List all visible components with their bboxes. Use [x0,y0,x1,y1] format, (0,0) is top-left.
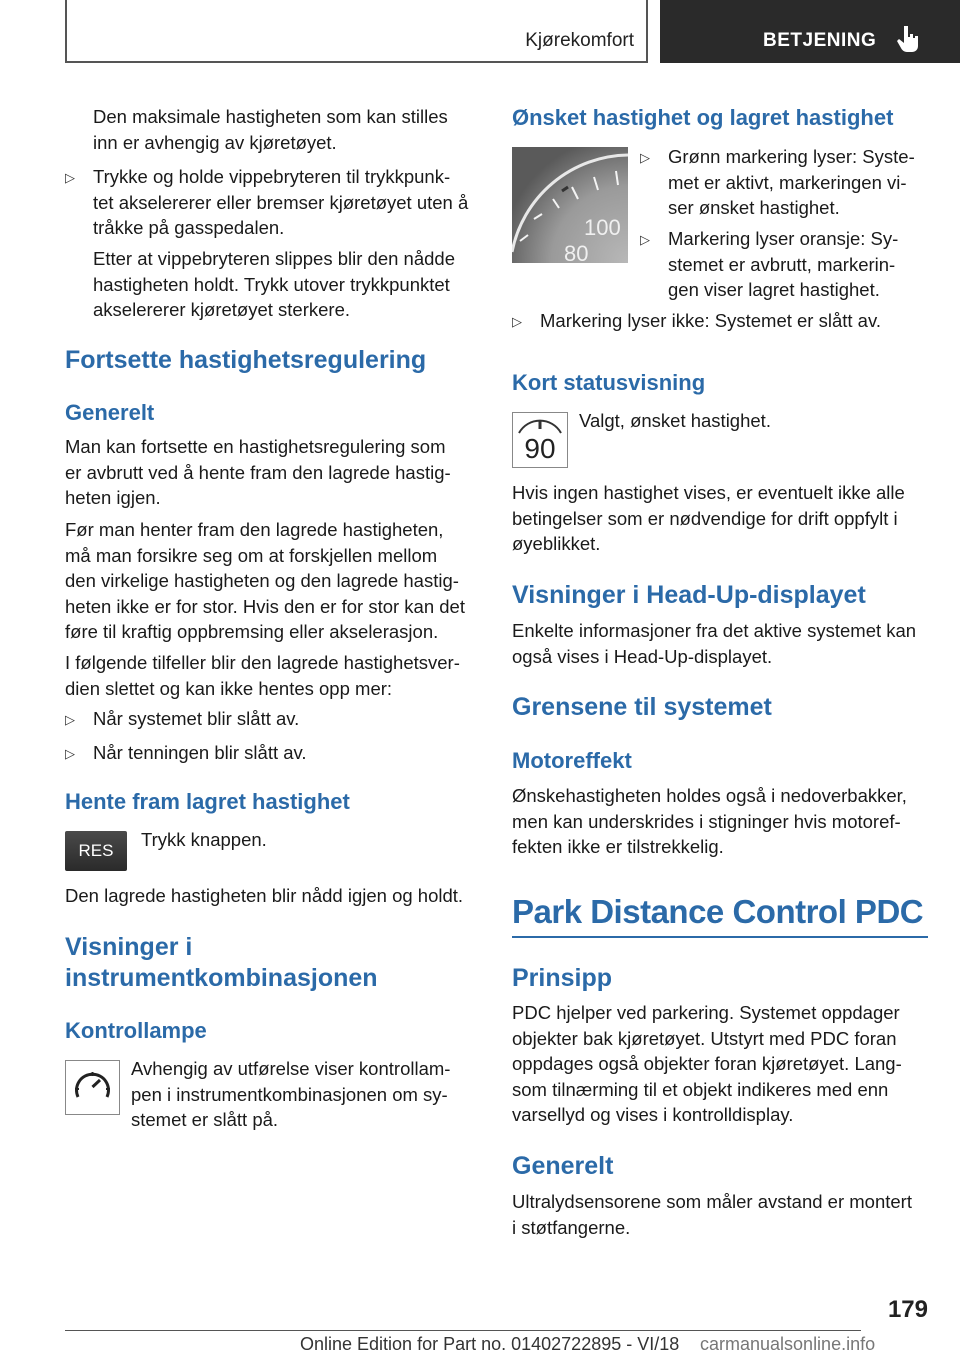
text-line: Markering lyser oransje: Sy- [668,228,899,249]
text-line: som tilnærming til et objekt indikeres med enn [512,1078,889,1100]
footer-rule [65,1330,861,1331]
text-line: inn er avhengig av kjøretøyet. [93,131,337,153]
paragraph-deleted-cases [65,650,460,701]
text-line: også vises i Head-Up-displayet. [512,645,773,667]
heading-generelt-right: Generelt [512,1152,614,1180]
header-chapter-tab [660,0,960,63]
heading-head-up-display: Visninger i Head-Up-displayet [512,581,866,609]
text-line: Den maksimale hastigheten som kan stilles [93,106,448,127]
bullet-triangle-icon: ▷ [512,314,522,329]
text-line: tet akselererer eller bremser kjøretøyet uten å [93,191,469,213]
chapter-label: BETJENING [763,30,877,51]
res-instruction: Trykk knappen. [141,829,267,850]
text-line: I følgende tilfeller blir den lagrede hastighetsver- [65,652,460,673]
heading-fortsette: Fortsette hastighetsregulering [65,346,427,374]
heading-prinsipp: Prinsipp [512,964,613,992]
text-line: Grønn markering lyser: Syste- [668,146,915,167]
text-line: må man forsikre seg om at forskjellen mellom [65,544,438,566]
footer-edition: Online Edition for Part no. 01402722895 - VI/18 [300,1334,680,1354]
status-90-icon [512,412,568,468]
heading-visninger-instrument [65,932,378,994]
kontrollampe-text [131,1056,450,1133]
text-line: betingelser som er nødvendige for drift oppfylt i [512,507,898,529]
text-line: heten ikke er for stor. Hvis den er for stor kan det [65,595,465,617]
heading-line: Visninger i [65,933,193,961]
bullet-green-marker [668,144,915,221]
text-line: føre til kraftig oppbremsing eller akselerasjon. [65,621,439,642]
paragraph-hud [512,618,916,669]
paragraph-max-speed [93,104,448,155]
bullet-rocker-switch [93,164,468,241]
text-line: Hvis ingen hastighet vises, er eventuelt ikke alle [512,482,905,503]
paragraph-continue [65,434,451,511]
paragraph-sensors [512,1189,912,1240]
res-button-icon [65,831,127,871]
heading-kontrollampe: Kontrollampe [65,1018,207,1043]
paragraph-reached: Den lagrede hastigheten blir nådd igjen og holdt. [65,885,464,906]
text-line: heten igjen. [65,487,161,508]
text-line: oppdages også objekter foran kjøretøyet. Lang- [512,1053,902,1074]
text-line: den virkelige hastigheten og den lagrede hastig- [65,570,459,591]
page-number: 179 [887,1296,928,1323]
text-line: met er aktivt, markeringen vi- [668,171,907,193]
text-line: varsellyd og vises i kontrolldisplay. [512,1104,794,1125]
text-line: men kan underskrides i stigninger hvis motoref- [512,810,901,832]
paragraph-release-switch [93,246,455,323]
bullet-ignition-off: Når tenningen blir slått av. [93,742,307,763]
bullet-triangle-icon: ▷ [65,746,75,761]
bullet-triangle-icon: ▷ [640,150,650,165]
speedometer-icon [65,1060,120,1115]
text-line: Før man henter fram den lagrede hastigheten, [65,519,444,540]
hand-pointer-icon [896,24,922,54]
bullet-triangle-icon: ▷ [65,170,75,185]
gauge-label-80: 80 [564,241,589,263]
text-line: Trykke og holde vippebryteren til trykkpunk- [93,166,451,187]
heading-line: instrumentkombinasjonen [65,964,378,992]
text-line: stemet er avbrutt, markerin- [668,253,896,275]
status-value: 90 [524,433,556,464]
paragraph-engine-power [512,783,907,860]
bullet-no-marker: Markering lyser ikke: Systemet er slått av. [540,310,881,331]
paragraph-before-recall [65,517,465,645]
text-line: pen i instrumentkombinasjonen om sy- [131,1083,448,1105]
heading-generelt-left: Generelt [65,400,155,425]
text-line: fekten ikke er tilstrekkelig. [512,836,724,857]
gauge-label-100: 100 [584,215,621,240]
bullet-triangle-icon: ▷ [65,712,75,727]
text-line: Ønskehastigheten holdes også i nedoverbakker, [512,785,907,806]
paragraph-pdc-principle [512,1000,902,1128]
text-line: Etter at vippebryteren slippes blir den nådde [93,248,455,269]
heading-park-distance-control: Park Distance Control PDC [512,893,924,930]
text-line: hastigheten holdt. Trykk utover trykkpunktet [93,273,450,295]
header-section-title: Kjørekomfort [525,30,634,51]
text-line: er avbrutt ved å hente fram den lagrede hastig- [65,461,451,483]
text-line: akselererer kjøretøyet sterkere. [93,299,351,320]
heading-kort-statusvisning: Kort statusvisning [512,370,706,395]
text-line: øyeblikket. [512,533,601,554]
text-line: stemet er slått på. [131,1109,279,1130]
heading-motoreffekt: Motoreffekt [512,748,632,773]
bullet-triangle-icon: ▷ [640,232,650,247]
text-line: i støtfangerne. [512,1216,631,1238]
heading-onsket-hastighet: Ønsket hastighet og lagret hastighet [512,105,894,130]
text-line: Ultralydsensorene som måler avstand er montert [512,1191,912,1212]
status-text: Valgt, ønsket hastighet. [579,410,771,431]
heading-grensene: Grensene til systemet [512,693,772,721]
bullet-orange-marker [668,226,898,303]
paragraph-no-speed [512,480,905,557]
header-frame [65,0,648,63]
bullet-system-off: Når systemet blir slått av. [93,708,300,729]
speed-gauge-image [512,147,628,263]
heading-hente: Hente fram lagret hastighet [65,789,350,814]
text-line: ser ønsket hastighet. [668,197,840,218]
text-line: Avhengig av utførelse viser kontrollam- [131,1058,451,1079]
text-line: Enkelte informasjoner fra det aktive systemet kan [512,620,917,641]
footer-watermark: carmanualsonline.info [700,1334,876,1354]
text-line: Man kan fortsette en hastighetsregulering som [65,436,446,457]
text-line: PDC hjelper ved parkering. Systemet oppdager [512,1002,900,1023]
section-divider [512,936,928,938]
text-line: gen viser lagret hastighet. [668,279,880,300]
text-line: objekter bak kjøretøyet. Utstyrt med PDC foran [512,1027,897,1049]
text-line: tråkke på gasspedalen. [93,217,285,238]
text-line: dien slettet og kan ikke hentes opp mer: [65,677,393,699]
res-button-label: RES [78,841,114,860]
